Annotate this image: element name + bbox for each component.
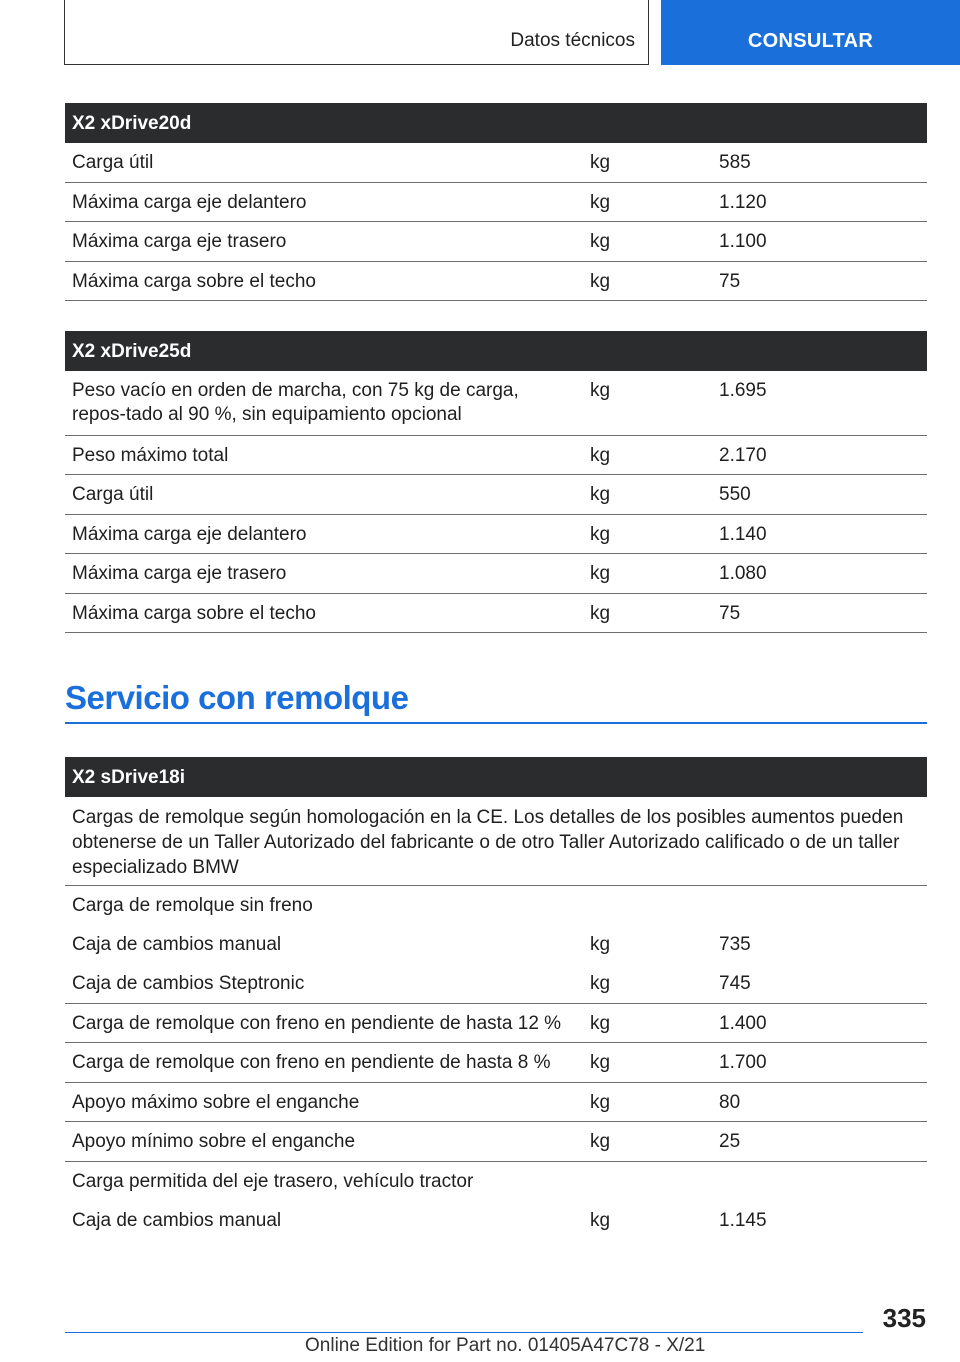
row-unit: kg — [590, 484, 611, 505]
row-unit: kg — [590, 603, 611, 624]
trailer-table-sdrive18i — [65, 757, 927, 1240]
table-row — [65, 262, 927, 301]
row-value: 1.145 — [719, 1210, 767, 1231]
row-label: Carga útil — [72, 152, 154, 173]
spec-table-xdrive20d — [65, 103, 927, 301]
consultar-tab[interactable] — [661, 0, 960, 65]
group-label: Carga de remolque sin freno — [72, 895, 313, 916]
table-row — [65, 1043, 927, 1083]
group-row — [65, 886, 927, 925]
row-value: 1.140 — [719, 524, 767, 545]
row-label: Caja de cambios Steptronic — [72, 973, 305, 994]
row-unit: kg — [590, 563, 611, 584]
row-value: 80 — [719, 1092, 741, 1113]
table-row — [65, 222, 927, 262]
row-unit: kg — [590, 524, 611, 545]
row-unit: kg — [590, 1052, 611, 1073]
row-value: 25 — [719, 1131, 741, 1152]
row-label: Máxima carga eje delantero — [72, 192, 307, 213]
table-row — [65, 1201, 927, 1240]
row-unit: kg — [590, 1210, 611, 1231]
chapter-header — [64, 0, 649, 65]
table-row — [65, 371, 927, 436]
row-unit: kg — [590, 231, 611, 252]
row-label: Máxima carga eje trasero — [72, 231, 287, 252]
row-label: Carga de remolque con freno en pendiente de hasta 12 % — [72, 1013, 562, 1034]
row-label: Máxima carga sobre el techo — [72, 271, 316, 292]
row-unit: kg — [590, 152, 611, 173]
row-value: 1.695 — [719, 380, 767, 401]
table-note: Cargas de remolque según homologación en la CE. Los detalles de los posibles aumentos pueden obtenerse de un Taller Autorizado del fabricante o de otro Taller Autorizado calificado o de un taller especializado BMW — [72, 807, 904, 878]
group-row — [65, 1162, 927, 1201]
row-value: 1.400 — [719, 1013, 767, 1034]
table-row — [65, 964, 927, 1004]
row-value: 745 — [719, 973, 751, 994]
footer-rule — [65, 1332, 863, 1333]
spec-table-xdrive25d — [65, 331, 927, 633]
row-label: Caja de cambios manual — [72, 1210, 282, 1231]
row-unit: kg — [590, 1092, 611, 1113]
table-title: X2 xDrive20d — [65, 103, 927, 143]
row-unit: kg — [590, 934, 611, 955]
row-label: Apoyo máximo sobre el enganche — [72, 1092, 360, 1113]
row-label: Carga de remolque con freno en pendiente de hasta 8 % — [72, 1052, 551, 1073]
row-value: 1.080 — [719, 563, 767, 584]
row-label: Peso vacío en orden de marcha, con 75 kg de carga, repos-tado al 90 %, sin equipamiento opcional — [72, 380, 519, 425]
row-label: Caja de cambios manual — [72, 934, 282, 955]
row-unit: kg — [590, 445, 611, 466]
table-row — [65, 1004, 927, 1043]
row-unit: kg — [590, 1131, 611, 1152]
table-row — [65, 925, 927, 964]
row-unit: kg — [590, 271, 611, 292]
page-number: 335 — [882, 1303, 926, 1333]
row-value: 735 — [719, 934, 751, 955]
table-row — [65, 475, 927, 515]
row-value: 1.100 — [719, 231, 767, 252]
table-row — [65, 183, 927, 222]
table-row — [65, 143, 927, 183]
table-title: X2 xDrive25d — [65, 331, 927, 371]
row-label: Peso máximo total — [72, 445, 229, 466]
table-row — [65, 436, 927, 475]
consultar-tab-label: CONSULTAR — [747, 30, 874, 52]
row-value: 1.700 — [719, 1052, 767, 1073]
table-row — [65, 594, 927, 633]
table-note-row — [65, 797, 927, 886]
row-value: 550 — [719, 484, 751, 505]
chapter-title: Datos técnicos — [510, 30, 635, 51]
row-value: 75 — [719, 271, 741, 292]
table-title: X2 sDrive18i — [65, 757, 927, 797]
row-label: Máxima carga eje trasero — [72, 563, 287, 584]
table-row — [65, 1083, 927, 1122]
edition-footer: Online Edition for Part no. 01405A47C78 - X/21 — [305, 1335, 706, 1356]
row-label: Máxima carga eje delantero — [72, 524, 307, 545]
row-unit: kg — [590, 1013, 611, 1034]
row-value: 585 — [719, 152, 751, 173]
row-value: 75 — [719, 603, 741, 624]
table-row — [65, 1122, 927, 1162]
row-label: Carga útil — [72, 484, 154, 505]
row-unit: kg — [590, 380, 611, 401]
row-value: 1.120 — [719, 192, 767, 213]
row-value: 2.170 — [719, 445, 767, 466]
row-label: Máxima carga sobre el techo — [72, 603, 316, 624]
section-title-rule — [65, 722, 927, 724]
row-unit: kg — [590, 973, 611, 994]
section-title: Servicio con remolque — [65, 679, 409, 716]
table-row — [65, 515, 927, 554]
row-unit: kg — [590, 192, 611, 213]
group-label: Carga permitida del eje trasero, vehículo tractor — [72, 1171, 474, 1192]
row-label: Apoyo mínimo sobre el enganche — [72, 1131, 356, 1152]
table-row — [65, 554, 927, 594]
